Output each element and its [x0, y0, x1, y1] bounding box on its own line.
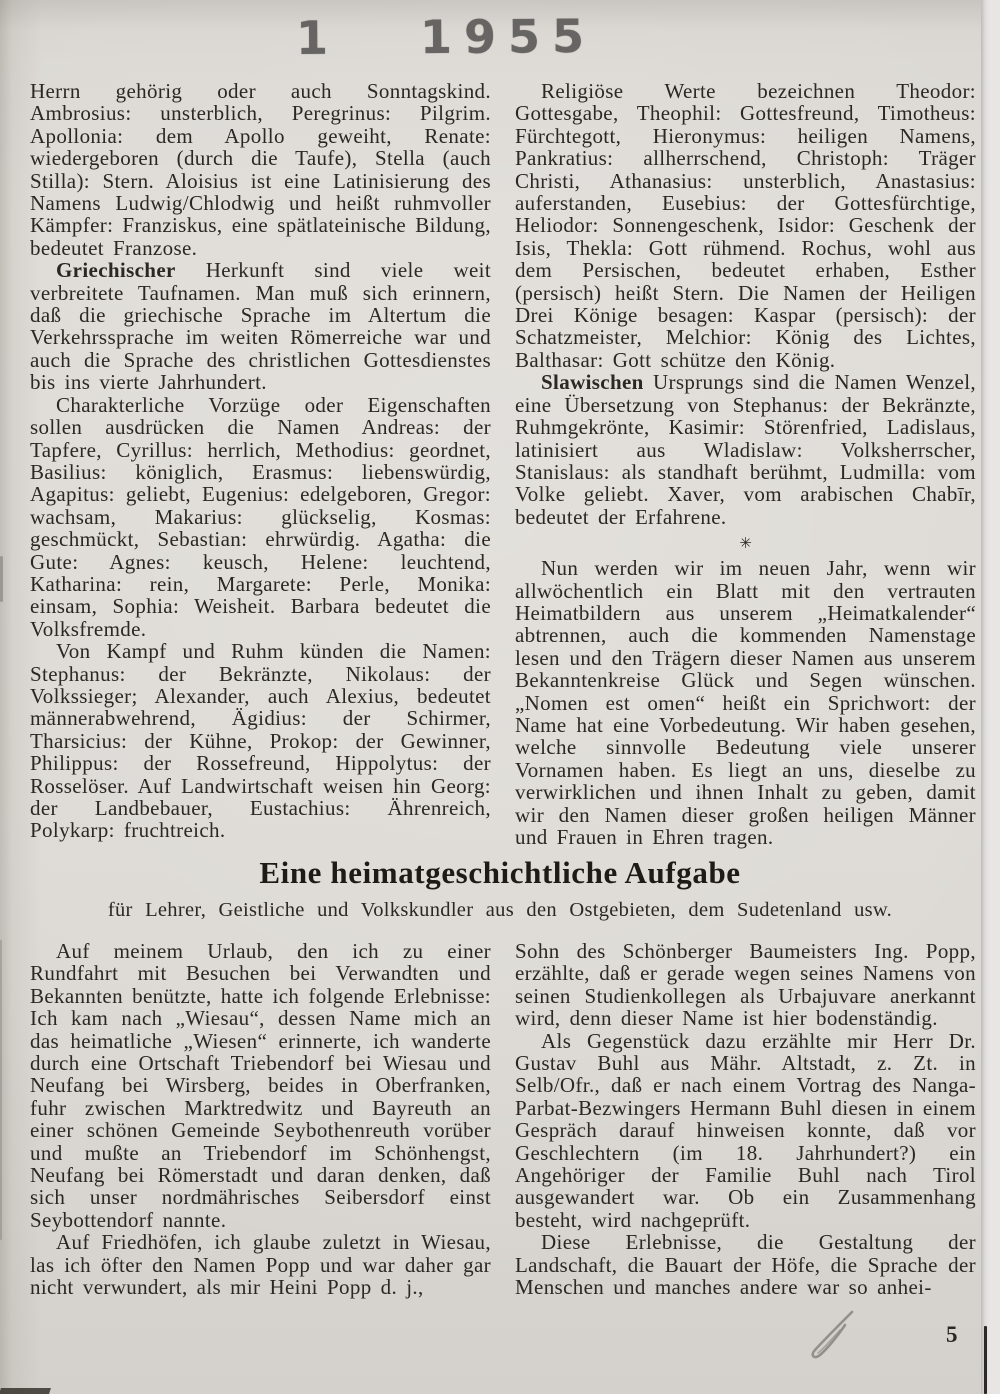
paragraph-text: Auf Friedhöfen, ich glaube zuletzt in Wiesau, las ich öfter den Namen Popp und war daher gar nicht verwundert, als mir Heini Popp d. j., [30, 1230, 491, 1300]
paragraph-text: Herkunft sind viele weit verbreitete Taufnamen. Man muß sich erinnern, daß die griechische Sprache im Altertum die Verkehrssprache im weiten Römerreiche war und auch die Sprache des christlichen Gottesdienstes bis ins vierte Jahrhundert. [30, 258, 491, 395]
scan-edge-line-bottom-right [984, 1326, 987, 1394]
paragraph-text: Religiöse Werte bezeichnen Theodor: Gottesgabe, Theophil: Gottesfreund, Timotheus: Fürchtegott, Hieronymus: heiligen Namens, Pankratius: allherrschend, Christoph: Träger Christi, Athanasius: unsterblich, Anastasius: auferstanden, Eusebius: der Gottesfürchtige, Heliodor: Sonnengeschenk, Isidor: Geschenk der Isis, Thekla: Gott rühmend. Rochus, wohl aus dem Persischen, bedeutet erhaben, Esther (persisch) heißt Stern. Die Namen der Heiligen Drei Könige besagen: Kaspar (persisch): der Schatzmeister, Melchior: König des Lichtes, Balthasar: Gott schütze den König. [515, 79, 976, 372]
paragraph [30, 940, 491, 1231]
section-heading-block [0, 856, 1000, 922]
scan-speck [0, 940, 2, 1240]
date-stamp [295, 8, 597, 66]
paragraph-text: Charakterliche Vorzüge oder Eigenschaften sollen ausdrücken die Namen Andreas: der Tapfere, Cyrillus: herrlich, Methodius: geordnet, Basilius: königlich, Erasmus: liebenswürdig, Agapitus: geliebt, Eugenius: edelgeboren, Gregor: wachsam, Makarius: glückselig, Kosmas: geschmückt, Sebastian: ehrwürdig. Agatha: die Gute: Agnes: keusch, Helene: leuchtend, Katharina: rein, Margarete: Perle, Monika: einsam, Sophia: Weisheit. Barbara bedeutet die Volksfremde. [30, 392, 491, 641]
scan-edge-bottom-left [0, 1388, 51, 1394]
paragraph-text: Nun werden wir im neuen Jahr, wenn wir allwöchentlich ein Blatt mit den vertrauten Heimatbildern aus unserem „Heimatkalender“ abtrennen, auch die kommenden Namenstage lesen und den Trägern dieser Namen aus unserem Bekanntenkreise Glück und Segen wünschen. „Nomen est omen“ heißt ein Sprichwort: der Name hat eine Vorbedeutung. Wir haben gesehen, welche sinnvolle Bedeutung viele unserer Vornamen haben. Es liegt an uns, dieselbe zu verwirklichen und ihnen Inhalt zu geben, damit wir den Namen dieser großen heiligen Männer und Frauen in Ehren tragen. [515, 556, 976, 849]
names-article-left-column [30, 80, 491, 848]
article-title: Eine heimatgeschichtliche Aufgabe [259, 855, 741, 890]
article-subtitle: für Lehrer, Geistliche und Volkskundler aus den Ostgebieten, dem Sudetenland usw. [107, 899, 893, 921]
task-article-left-column [30, 940, 491, 1299]
names-article [30, 80, 976, 848]
paragraph-text: Als Gegenstück dazu erzählte mir Herr Dr. Gustav Buhl aus Mähr. Altstadt, z. Zt. in Selb/Ofr., daß er nach einem Vortrag des Nanga-Parbat-Bezwingers Hermann Buhl diesen in einem Gespräch darauf hinweisen konnte, daß vor Geschlechtern (im 18. Jahrhundert?) ein Angehöriger der Familie Buhl nach Tirol ausgewandert war. Ob ein Zusammenhang besteht, wird nachgeprüft. [515, 1028, 976, 1232]
paragraph-lead: Griechischer [56, 258, 176, 283]
paragraph-text: Herrn gehörig oder auch Sonntagskind. Ambrosius: unsterblich, Peregrinus: Pilgrim. Apollonia: dem Apollo geweiht, Renate: wiedergeboren (durch die Taufe), Stella (auch Stilla): Stern. Aloisius ist eine Latinisierung des Namens Ludwig/Chlodwig und heißt ruhmvoller Kämpfer: Franziskus, eine spätlateinische Bildung, bedeutet Franzose. [30, 79, 491, 260]
paragraph-text: Ursprungs sind die Namen Wenzel, eine Übersetzung von Stephanus: der Bekränzte, Ruhmgekrönte, Kasimir: Störenfried, Ladislaus, latinisiert aus Wladislaw: Volksherrscher, Stanislaus: als standhaft berühmt, Ludmilla: vom Volke geliebt. Xaver, vom arabischen Chabīr, bedeutet der Erfahrene. [515, 370, 976, 529]
paragraph [515, 1231, 976, 1298]
paragraph [30, 394, 491, 640]
paragraph-text: Von Kampf und Ruhm künden die Namen: Stephanus: der Bekränzte, Nikolaus: der Volkssieger; Alexander, auch Alexius, bedeutet männerabwehrend, Ägidius: der Schirmer, Tharsicius: der Kühne, Prokop: der Gewinner, Philippus: der Rossefreund, Hippolytus: der Rosselöser. Auf Landwirtschaft weisen hin Georg: der Landbebauer, Eustachius: Ährenreich, Polykarp: fruchtreich. [30, 639, 491, 843]
paragraph-lead: Slawischen [541, 370, 644, 395]
paragraph [30, 259, 491, 393]
names-article-right-column [515, 80, 976, 848]
paragraph [515, 371, 976, 528]
paragraph [30, 640, 491, 842]
paragraph-text: Diese Erlebnisse, die Gestaltung der Landschaft, die Bauart der Höfe, die Sprache der Menschen und manches andere war so anhei- [515, 1230, 976, 1300]
stamp-year: 1955 [419, 8, 597, 65]
paragraph [515, 80, 976, 371]
paragraph [30, 1231, 491, 1298]
task-article-right-column [515, 940, 976, 1299]
scan-edge-right [981, 0, 1000, 1394]
scan-speck [0, 556, 3, 602]
asterisk-divider-icon: ✳ [739, 534, 752, 553]
paragraph [515, 1030, 976, 1232]
paragraph [515, 557, 976, 848]
paragraph-text: Auf meinem Urlaub, den ich zu einer Rundfahrt mit Besuchen bei Verwandten und Bekannten benützte, hatte ich folgende Erlebnisse: Ich kam nach „Wiesau“, dessen Name mich an das heimatliche „Wiesen“ erinnerte, ich wanderte durch eine Ortschaft Triebendorf bei Wiesau und Neufang bei Wirsberg, beides in Oberfranken, fuhr zwischen Marktredwitz und Bayreuth an einer schönen Gemeinde Seybothenreuth vorüber und mußte an Triebendorf im Schönhengst, Neufang bei Römerstadt und daran denken, daß sich unser nordmährisches Seibersdorf einst Seybottendorf nannte. [30, 939, 491, 1232]
paragraph [30, 80, 491, 259]
handwritten-pencil-mark [798, 1306, 862, 1362]
page-number: 5 [946, 1322, 958, 1347]
paragraph-text: Sohn des Schönberger Baumeisters Ing. Popp, erzählte, daß er gerade wegen seines Namens von seinen Studienkollegen als Urbajuvare anerkannt wird, denn dieser Name ist hier bodenständig. [515, 939, 976, 1031]
paragraph [515, 940, 976, 1030]
stamp-issue-number: 1 [295, 10, 329, 66]
task-article [30, 940, 976, 1299]
